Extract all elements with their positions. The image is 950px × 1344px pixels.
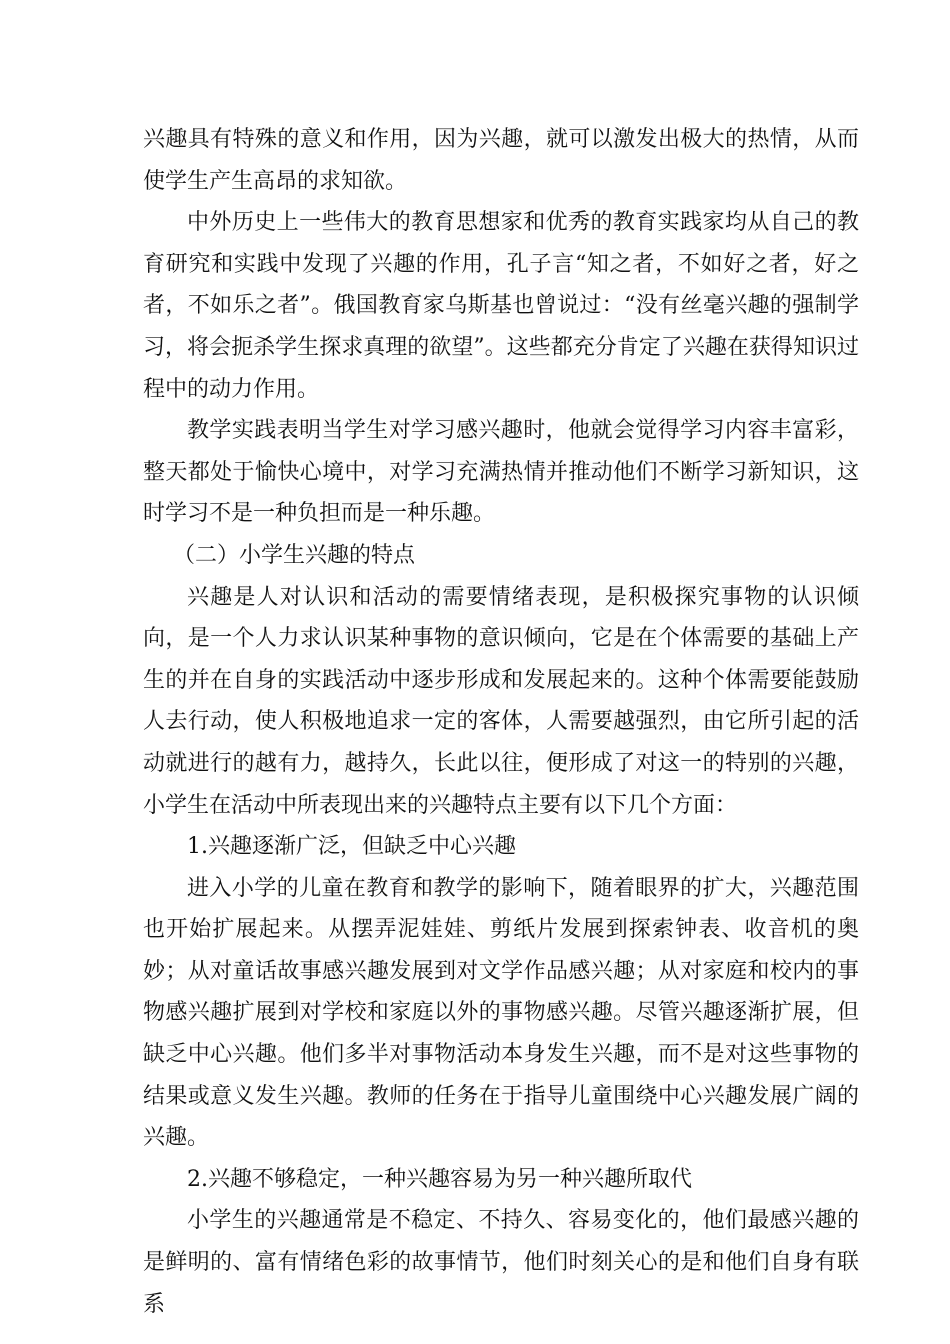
- section-heading: （二）小学生兴趣的特点: [173, 542, 416, 568]
- subheading-1: 1.兴趣逐渐广泛，但缺乏中心兴趣: [187, 834, 516, 860]
- paragraph-interest-instability: 小学生的兴趣通常是不稳定、不持久、容易变化的，他们最感兴趣的是鲜明的、富有情绪色彩的故事情节，他们时刻关心的是和他们自身有联系: [143, 1208, 859, 1317]
- paragraph-historical-educators: 中外历史上一些伟大的教育思想家和优秀的教育实践家均从自己的教育研究和实践中发现了兴趣的作用，孔子言“知之者，不如好之者，好之者，不如乐之者”。俄国教育家乌斯基也曾说过：“没有丝毫兴趣的强制学习，将会扼杀学生探求真理的欲望”。这些都充分肯定了兴趣在获得知识过程中的动力作用。: [143, 210, 859, 402]
- document-page: [143, 119, 859, 1325]
- subheading-2: 2.兴趣不够稳定，一种兴趣容易为另一种兴趣所取代: [187, 1166, 692, 1192]
- paragraph-interest-broadening: 进入小学的儿童在教育和教学的影响下，随着眼界的扩大，兴趣范围也开始扩展起来。从摆弄泥娃娃、剪纸片发展到探索钟表、收音机的奥妙；从对童话故事感兴趣发展到对文学作品感兴趣；从对家庭和校内的事物感兴趣扩展到对学校和家庭以外的事物感兴趣。尽管兴趣逐渐扩展，但缺乏中心兴趣。他们多半对事物活动本身发生兴趣，而不是对这些事物的结果或意义发生兴趣。教师的任务在于指导儿童围绕中心兴趣发展广阔的兴趣。: [143, 875, 859, 1151]
- paragraph-interest-significance: 兴趣具有特殊的意义和作用，因为兴趣，就可以激发出极大的热情，从而使学生产生高昂的求知欲。: [143, 127, 859, 194]
- paragraph-interest-definition: 兴趣是人对认识和活动的需要情绪表现，是积极探究事物的认识倾向，是一个人力求认识某种事物的意识倾向，它是在个体需要的基础上产生的并在自身的实践活动中逐步形成和发展起来的。这种个体需要能鼓励人去行动，使人积极地追求一定的客体，人需要越强烈，由它所引起的活动就进行的越有力，越持久，长此以往，便形成了对这一的特别的兴趣，小学生在活动中所表现出来的兴趣特点主要有以下几个方面：: [143, 584, 859, 818]
- paragraph-teaching-practice: 教学实践表明当学生对学习感兴趣时，他就会觉得学习内容丰富彩，整天都处于愉快心境中，对学习充满热情并推动他们不断学习新知识，这时学习不是一种负担而是一种乐趣。: [143, 418, 859, 527]
